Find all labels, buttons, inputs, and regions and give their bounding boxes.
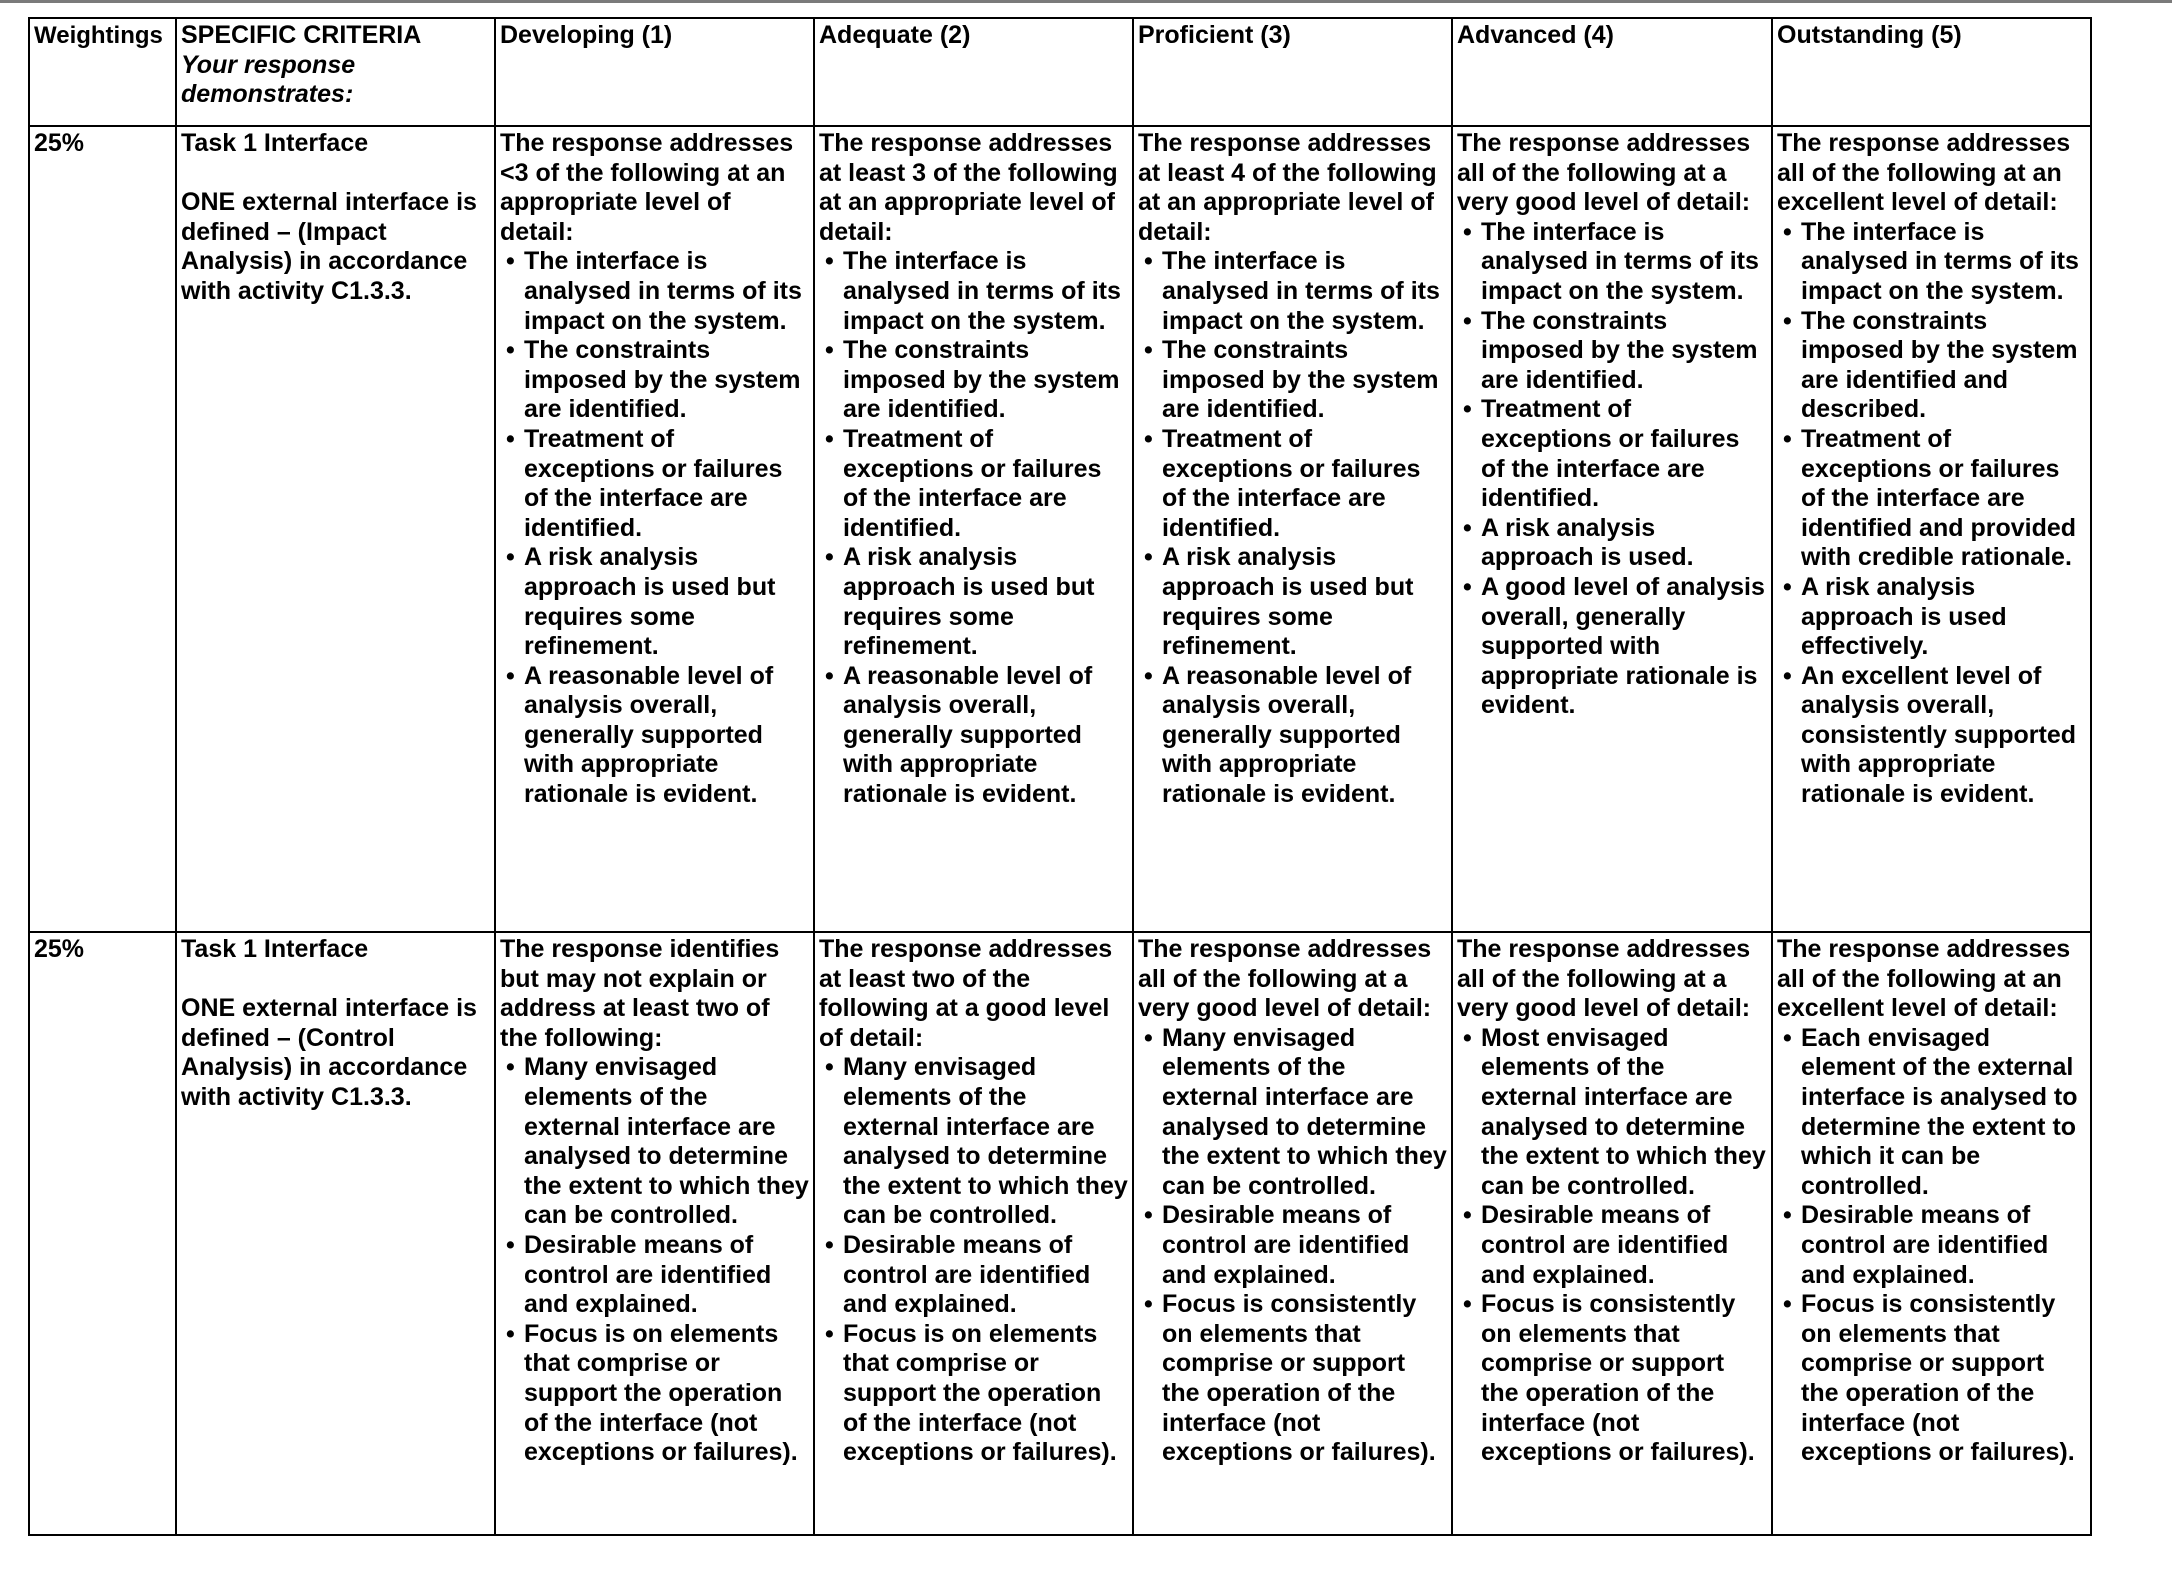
page-top-border xyxy=(0,0,2172,3)
descriptor-advanced xyxy=(1452,126,1772,932)
descriptor-bullet: • A risk analysis approach is used but requires some refinement. xyxy=(1138,543,1447,661)
descriptor-bullet: • The interface is analysed in terms of its impact on the system. xyxy=(1138,247,1447,336)
descriptor-adequate xyxy=(814,126,1133,932)
descriptor-bullet: • The interface is analysed in terms of its impact on the system. xyxy=(819,247,1128,336)
criteria-row-impact-analysis xyxy=(29,126,2091,932)
descriptor-bullet: • A risk analysis approach is used. xyxy=(1457,514,1767,573)
descriptor-bullet: • The interface is analysed in terms of its impact on the system. xyxy=(1457,218,1767,307)
descriptor-bullet: • A reasonable level of analysis overall, generally supported with appropriate rationale is evident. xyxy=(1138,662,1447,810)
descriptor-intro: The response addresses at least 4 of the following at an appropriate level of detail: xyxy=(1138,129,1437,246)
descriptor-bullet: • Many envisaged elements of the external interface are analysed to determine the extent to which they can be controlled. xyxy=(1138,1024,1447,1202)
descriptor-bullet: • Treatment of exceptions or failures of the interface are identified. xyxy=(1457,395,1767,513)
descriptor-bullet: • Desirable means of control are identified and explained. xyxy=(1457,1201,1767,1290)
descriptor-bullet: • Treatment of exceptions or failures of the interface are identified. xyxy=(819,425,1128,543)
descriptor-bullet-list xyxy=(819,247,1128,809)
descriptor-bullet: • The interface is analysed in terms of its impact on the system. xyxy=(500,247,809,336)
descriptor-intro: The response addresses all of the following at an excellent level of detail: xyxy=(1777,935,2071,1023)
descriptor-bullet: • A reasonable level of analysis overall, generally supported with appropriate rationale is evident. xyxy=(819,662,1128,810)
weightings-header: Weightings xyxy=(29,18,176,126)
descriptor-intro: The response addresses all of the following at a very good level of detail: xyxy=(1457,935,1751,1023)
descriptor-bullet: • Focus is consistently on elements that comprise or support the operation of the interface (not exceptions or failures). xyxy=(1777,1290,2086,1468)
descriptor-proficient xyxy=(1133,932,1452,1535)
descriptor-bullet: • An excellent level of analysis overall, consistently supported with appropriate rationale is evident. xyxy=(1777,662,2086,810)
rubric-table xyxy=(28,17,2092,1536)
descriptor-bullet-list xyxy=(1777,218,2086,810)
descriptor-bullet: • The constraints imposed by the system are identified. xyxy=(819,336,1128,425)
descriptor-developing xyxy=(495,126,814,932)
task-title: Task 1 Interface xyxy=(181,129,369,157)
descriptor-bullet: • Desirable means of control are identified and explained. xyxy=(819,1231,1128,1320)
descriptor-bullet: • The interface is analysed in terms of its impact on the system. xyxy=(1777,218,2086,307)
descriptor-bullet: • Many envisaged elements of the external interface are analysed to determine the extent to which they can be controlled. xyxy=(500,1053,809,1231)
descriptor-bullet-list xyxy=(1138,1024,1447,1468)
descriptor-bullet: • The constraints imposed by the system are identified. xyxy=(1457,307,1767,396)
descriptor-bullet: • A risk analysis approach is used but requires some refinement. xyxy=(819,543,1128,661)
descriptor-adequate xyxy=(814,932,1133,1535)
descriptor-advanced xyxy=(1452,932,1772,1535)
task-description: ONE external interface is defined – (Impact Analysis) in accordance with activity C1.3.3. xyxy=(181,188,477,305)
descriptor-bullet: • Treatment of exceptions or failures of the interface are identified and provided with credible rationale. xyxy=(1777,425,2086,573)
descriptor-intro: The response addresses at least 3 of the following at an appropriate level of detail: xyxy=(819,129,1118,246)
descriptor-bullet-list xyxy=(1138,247,1447,809)
descriptor-intro: The response addresses all of the following at a very good level of detail: xyxy=(1457,129,1751,217)
descriptor-bullet: • Most envisaged elements of the external interface are analysed to determine the extent to which they can be controlled. xyxy=(1457,1024,1767,1202)
criteria-header xyxy=(176,18,495,126)
criteria-subtitle: Your response demonstrates: xyxy=(181,50,356,109)
descriptor-intro: The response addresses <3 of the following at an appropriate level of detail: xyxy=(500,129,794,246)
task-description: ONE external interface is defined – (Control Analysis) in accordance with activity C1.3.3. xyxy=(181,994,477,1111)
header-row xyxy=(29,18,2091,126)
level-header-outstanding: Outstanding (5) xyxy=(1772,18,2091,126)
descriptor-bullet: • Each envisaged element of the external interface is analysed to determine the extent to which it can be controlled. xyxy=(1777,1024,2086,1202)
descriptor-bullet: • A reasonable level of analysis overall, generally supported with appropriate rationale is evident. xyxy=(500,662,809,810)
descriptor-bullet: • Desirable means of control are identified and explained. xyxy=(1777,1201,2086,1290)
descriptor-developing xyxy=(495,932,814,1535)
descriptor-bullet: • Focus is on elements that comprise or support the operation of the interface (not exceptions or failures). xyxy=(819,1320,1128,1468)
descriptor-bullet: • A risk analysis approach is used effectively. xyxy=(1777,573,2086,662)
descriptor-bullet: • Treatment of exceptions or failures of the interface are identified. xyxy=(500,425,809,543)
descriptor-bullet: • Desirable means of control are identified and explained. xyxy=(1138,1201,1447,1290)
descriptor-outstanding xyxy=(1772,932,2091,1535)
descriptor-bullet-list xyxy=(1457,1024,1767,1468)
descriptor-intro: The response identifies but may not explain or address at least two of the following: xyxy=(500,935,780,1052)
descriptor-proficient xyxy=(1133,126,1452,932)
descriptor-bullet: • Desirable means of control are identified and explained. xyxy=(500,1231,809,1320)
descriptor-bullet: • The constraints imposed by the system are identified. xyxy=(500,336,809,425)
level-header-proficient: Proficient (3) xyxy=(1133,18,1452,126)
weighting-cell: 25% xyxy=(29,126,176,932)
descriptor-bullet: • The constraints imposed by the system are identified and described. xyxy=(1777,307,2086,425)
descriptor-bullet-list xyxy=(500,1053,809,1467)
level-header-advanced: Advanced (4) xyxy=(1452,18,1772,126)
descriptor-bullet: • Focus is consistently on elements that comprise or support the operation of the interface (not exceptions or failures). xyxy=(1138,1290,1447,1468)
descriptor-bullet: • Treatment of exceptions or failures of the interface are identified. xyxy=(1138,425,1447,543)
descriptor-bullet-list xyxy=(1457,218,1767,721)
descriptor-intro: The response addresses all of the following at an excellent level of detail: xyxy=(1777,129,2071,217)
task-title: Task 1 Interface xyxy=(181,935,369,963)
descriptor-bullet-list xyxy=(819,1053,1128,1467)
descriptor-outstanding xyxy=(1772,126,2091,932)
descriptor-bullet: • A good level of analysis overall, generally supported with appropriate rationale is evident. xyxy=(1457,573,1767,721)
weighting-cell: 25% xyxy=(29,932,176,1535)
descriptor-bullet: • Focus is on elements that comprise or support the operation of the interface (not exceptions or failures). xyxy=(500,1320,809,1468)
descriptor-bullet: • Focus is consistently on elements that comprise or support the operation of the interface (not exceptions or failures). xyxy=(1457,1290,1767,1468)
level-header-adequate: Adequate (2) xyxy=(814,18,1133,126)
criteria-cell xyxy=(176,932,495,1535)
descriptor-bullet-list xyxy=(500,247,809,809)
descriptor-bullet: • The constraints imposed by the system are identified. xyxy=(1138,336,1447,425)
descriptor-intro: The response addresses all of the following at a very good level of detail: xyxy=(1138,935,1432,1023)
descriptor-bullet-list xyxy=(1777,1024,2086,1468)
level-header-developing: Developing (1) xyxy=(495,18,814,126)
descriptor-bullet: • A risk analysis approach is used but requires some refinement. xyxy=(500,543,809,661)
criteria-row-control-analysis xyxy=(29,932,2091,1535)
criteria-title: SPECIFIC CRITERIA xyxy=(181,21,422,49)
criteria-cell xyxy=(176,126,495,932)
descriptor-intro: The response addresses at least two of the following at a good level of detail: xyxy=(819,935,1113,1052)
descriptor-bullet: • Many envisaged elements of the external interface are analysed to determine the extent to which they can be controlled. xyxy=(819,1053,1128,1231)
